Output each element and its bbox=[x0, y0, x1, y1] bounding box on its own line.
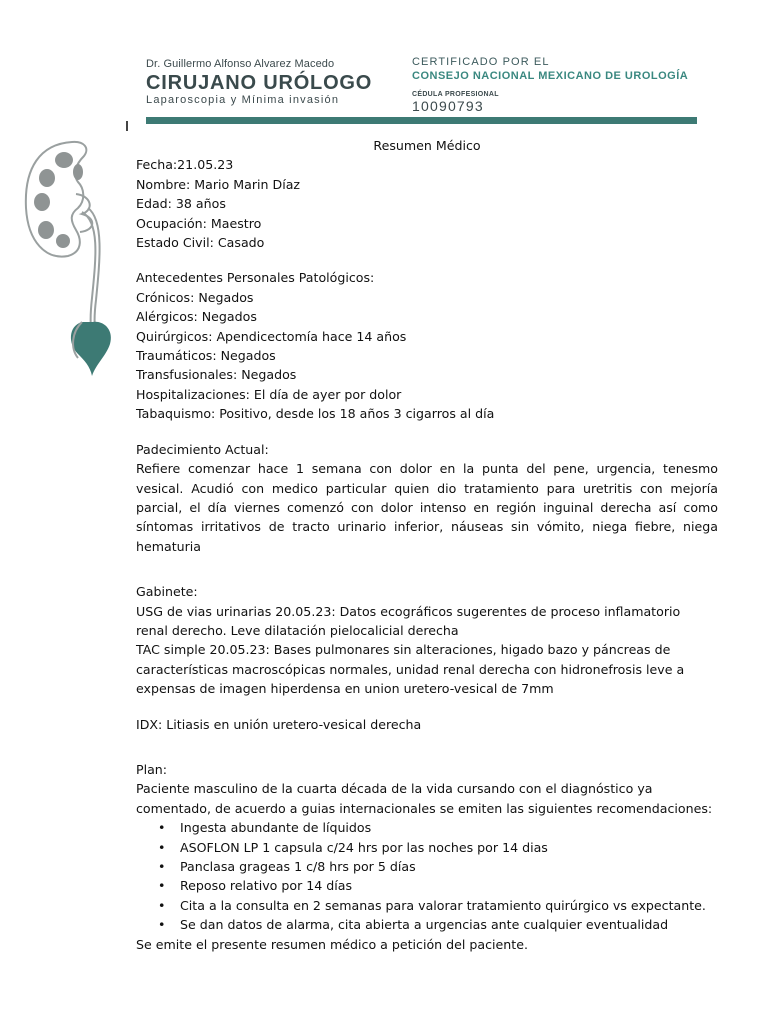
plan-item bbox=[158, 896, 718, 915]
marital-status-line: Estado Civil: Casado bbox=[136, 235, 265, 251]
bullet-icon: • bbox=[158, 878, 166, 894]
plan-list bbox=[136, 818, 718, 934]
age-line: Edad: 38 años bbox=[136, 196, 226, 212]
antecedente-item: Transfusionales: Negados bbox=[136, 367, 297, 383]
bullet-icon: • bbox=[158, 839, 166, 855]
antecedente-item: Quirúrgicos: Apendicectomía hace 14 años bbox=[136, 328, 407, 344]
margin-mark bbox=[126, 121, 128, 131]
letterhead-left bbox=[146, 58, 372, 106]
plan-item bbox=[158, 818, 718, 837]
cedula-number: 10090793 bbox=[412, 98, 484, 114]
plan-item bbox=[158, 857, 718, 876]
kidney-logo-icon bbox=[20, 138, 120, 378]
antecedente-item: Alérgicos: Negados bbox=[136, 309, 257, 325]
letterhead-right bbox=[412, 56, 688, 114]
plan-item bbox=[158, 876, 718, 895]
name-line: Nombre: Mario Marin Díaz bbox=[136, 176, 301, 192]
gabinete-line: TAC simple 20.05.23: Bases pulmonares sin alteraciones, higado bazo y páncreas de bbox=[136, 642, 671, 658]
padecimiento-section bbox=[136, 440, 718, 556]
padecimiento-heading: Padecimiento Actual: bbox=[136, 441, 269, 457]
padecimiento-paragraph: Refiere comenzar hace 1 semana con dolor en la punta del pene, urgencia, tenesmo vesical. Acudió con medico particular quien dio tratamiento para uretritis con mejoría parcial, el día viernes comenzó con dolor intenso en región inguinal derecha así como síntomas irritativos de tracto urinario inferior, náuseas sin vómito, niega fiebre, niega hematuria bbox=[136, 461, 718, 554]
bullet-icon: • bbox=[158, 820, 166, 836]
antecedente-item: Tabaquismo: Positivo, desde los 18 años 3 cigarros al día bbox=[136, 406, 495, 422]
bullet-icon: • bbox=[158, 859, 166, 874]
plan-heading: Plan: bbox=[136, 761, 168, 777]
gabinete-line: expensas de imagen hiperdensa en union uretero-vesical de 7mm bbox=[136, 681, 554, 697]
subspecialty: Laparoscopia y Mínima invasión bbox=[146, 94, 340, 106]
doctor-name: Dr. Guillermo Alfonso Alvarez Macedo bbox=[146, 58, 335, 70]
gabinete-line: características macroscópicas normales, unidad renal derecha con hidronefrosis leve a bbox=[136, 661, 685, 677]
bullet-icon: • bbox=[158, 917, 166, 933]
patient-info bbox=[136, 155, 718, 252]
plan-item-text: Cita a la consulta en 2 semanas para valorar tratamiento quirúrgico vs expectante. bbox=[180, 897, 706, 913]
diagnosis-line: IDX: Litiasis en unión uretero-vesical derecha bbox=[136, 716, 422, 732]
antecedente-item: Traumáticos: Negados bbox=[136, 348, 276, 364]
antecedente-item: Hospitalizaciones: El día de ayer por dolor bbox=[136, 386, 402, 402]
plan-item bbox=[158, 915, 718, 934]
plan-item-text: Reposo relativo por 14 días bbox=[180, 878, 353, 894]
header-divider bbox=[146, 117, 697, 124]
plan-item bbox=[158, 838, 718, 857]
certification-line-1: CERTIFICADO POR EL bbox=[412, 56, 550, 68]
document-body bbox=[136, 136, 718, 954]
gabinete-section bbox=[136, 582, 718, 698]
antecedentes-heading: Antecedentes Personales Patológicos: bbox=[136, 270, 375, 286]
bullet-icon: • bbox=[158, 897, 166, 913]
cedula-label: CÉDULA PROFESIONAL bbox=[412, 91, 499, 98]
certification-line-2: CONSEJO NACIONAL MEXICANO DE UROLOGÍA bbox=[412, 70, 689, 82]
closing-line: Se emite el presente resumen médico a petición del paciente. bbox=[136, 936, 528, 952]
plan-item-text: Ingesta abundante de líquidos bbox=[180, 820, 372, 836]
antecedentes-section bbox=[136, 268, 718, 423]
plan-section bbox=[136, 760, 718, 954]
gabinete-line: USG de vias urinarias 20.05.23: Datos ecográficos sugerentes de proceso inflamatorio bbox=[136, 603, 681, 619]
plan-intro-line: Paciente masculino de la cuarta década de la vida cursando con el diagnóstico ya bbox=[136, 781, 653, 797]
gabinete-heading: Gabinete: bbox=[136, 584, 198, 600]
plan-item-text: Se dan datos de alarma, cita abierta a urgencias ante cualquier eventualidad bbox=[180, 917, 669, 933]
occupation-line: Ocupación: Maestro bbox=[136, 215, 262, 231]
plan-intro-line: comentado, de acuerdo a guias internacionales se emiten las siguientes recomendaciones: bbox=[136, 800, 713, 816]
antecedente-item: Crónicos: Negados bbox=[136, 289, 254, 305]
plan-item-text: ASOFLON LP 1 capsula c/24 hrs por las noches por 14 dias bbox=[180, 839, 548, 855]
specialty-title: CIRUJANO URÓLOGO bbox=[146, 72, 373, 94]
gabinete-line: renal derecho. Leve dilatación pielocalicial derecha bbox=[136, 622, 459, 638]
document-title: Resumen Médico bbox=[373, 138, 481, 153]
plan-item-text: Panclasa grageas 1 c/8 hrs por 5 días bbox=[180, 859, 416, 874]
date-line: Fecha:21.05.23 bbox=[136, 157, 234, 173]
